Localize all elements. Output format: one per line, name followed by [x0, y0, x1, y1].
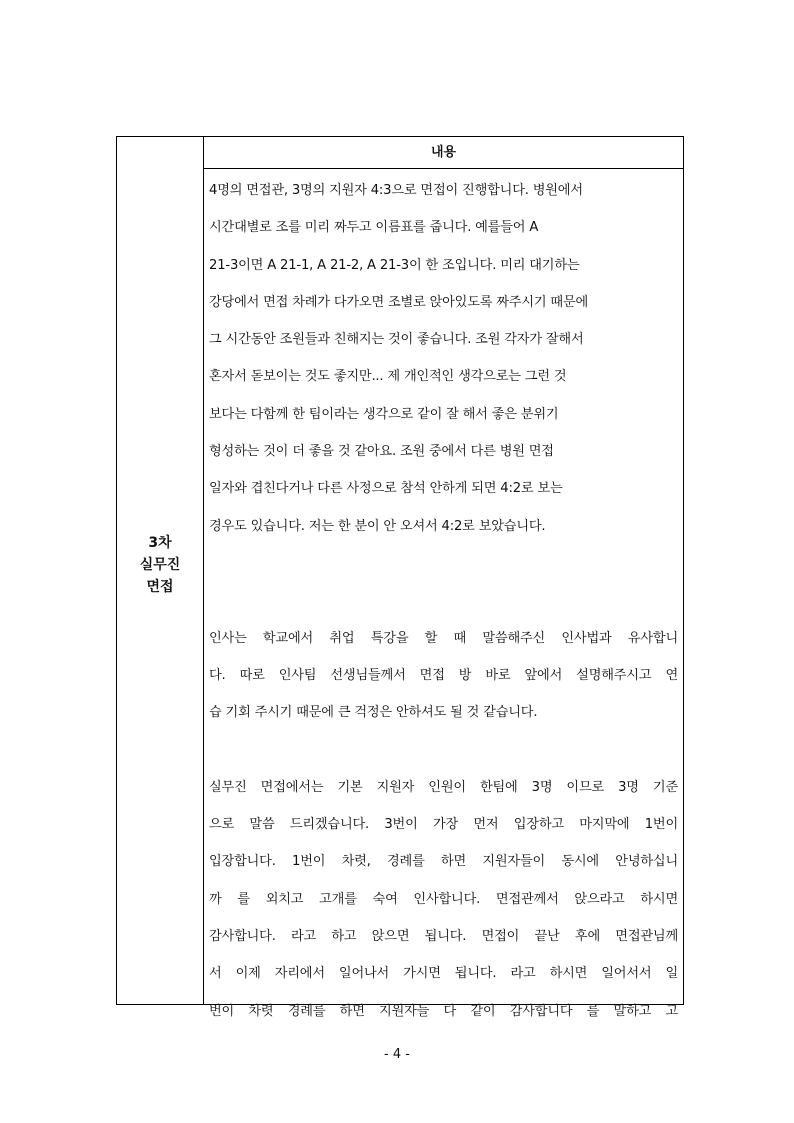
content-line: 입장합니다. 1번이 차렷, 경례를 하면 지원자들이 동시에 안녕하십니	[209, 854, 678, 870]
content-line: 실무진 면접에서는 기본 지원자 인원이 한팀에 3명 이므로 3명 기준	[209, 779, 678, 795]
blank-line	[209, 545, 678, 582]
content-line: 감사합니다. 라고 하고 앉으면 됩니다. 면접이 끝난 후에 면접관님께	[209, 928, 678, 944]
content-line: 4명의 면접관, 3명의 지원자 4:3으로 면접이 진행합니다. 병원에서	[209, 183, 583, 198]
content-line: 서 이제 자리에서 일어나서 가시면 됩니다. 라고 하시면 일어서서 일	[209, 966, 678, 982]
content-line: 습 기회 주시기 때문에 큰 걱정은 안하셔도 될 것 같습니다.	[209, 705, 538, 721]
content-line: 번이 차렷 경례를 하면 지원자들 다 같이 감사합니다 를 말하고 고	[209, 1003, 678, 1019]
interview-table	[116, 136, 684, 1019]
content-line: 인사는 학교에서 취업 특강을 할 때 말씀해주신 인사법과 유사합니	[209, 630, 678, 646]
content-line: 시간대별로 조를 미리 짜두고 이름표를 줍니다. 예를들어 A	[209, 220, 539, 236]
content-body	[204, 169, 683, 1030]
page-number: - 4 -	[384, 1047, 410, 1062]
row-label-line: 면접	[146, 579, 174, 595]
content-line: 강당에서 면접 차례가 다가오면 조별로 앉아있도록 짜주시기 때문에	[209, 294, 589, 310]
content-line: 경우도 있습니다. 저는 한 분이 안 오셔서 4:2로 보았습니다.	[209, 518, 546, 534]
content-line: 으로 말씀 드리겠습니다. 3번이 가장 먼저 입장하고 마지막에 1번이	[209, 817, 678, 833]
row-label-line: 실무진	[139, 557, 181, 573]
content-header: 내용	[204, 137, 683, 169]
blank-line	[209, 582, 678, 619]
content-line: 그 시간동안 조원들과 친해지는 것이 좋습니다. 조원 각자가 잘해서	[209, 332, 584, 348]
content-line: 형성하는 것이 더 좋을 것 같아요. 조원 중에서 다른 병원 면접	[209, 444, 554, 460]
content-line: 다. 따로 인사팀 선생님들께서 면접 방 바로 앞에서 설명해주시고 연	[209, 667, 678, 683]
row-label-cell	[117, 137, 204, 1004]
blank-line	[209, 731, 678, 768]
content-line: 21-3이면 A 21-1, A 21-2, A 21-3이 한 조입니다. 미리 대기하는	[209, 257, 580, 273]
content-line: 까 를 외치고 고개를 숙여 인사합니다. 면접관께서 앉으라고 하시면	[209, 891, 678, 907]
row-label-line: 3차	[148, 535, 172, 551]
content-line: 일자와 겹친다거나 다른 사정으로 참석 안하게 되면 4:2로 보는	[209, 481, 563, 497]
content-line: 혼자서 돋보이는 것도 좋지만... 제 개인적인 생각으로는 그런 것	[209, 369, 567, 385]
content-line: 보다는 다함께 한 팀이라는 생각으로 같이 잘 해서 좋은 분위기	[209, 406, 559, 422]
row-label	[117, 532, 203, 598]
content-column	[204, 137, 683, 1019]
